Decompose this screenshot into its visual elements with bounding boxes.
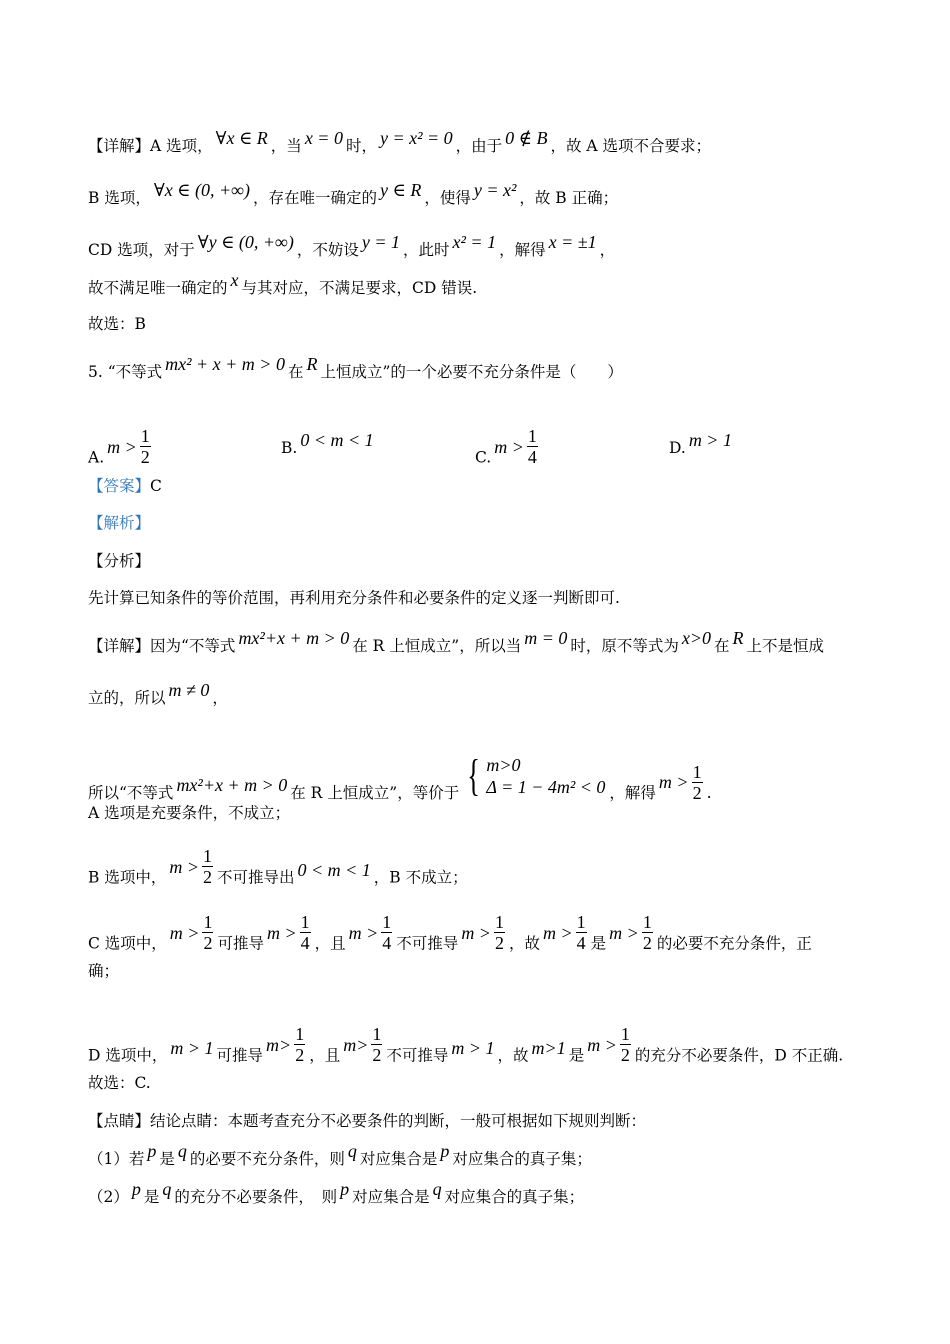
text-run: ，此时 [403, 241, 450, 259]
math-frac-lhs: m > [658, 772, 689, 792]
math-frac-fraction-numerator: 1 [382, 912, 392, 932]
math-expr: mx²+x + m > 0 [238, 628, 350, 648]
text-run: ，B 不成立； [373, 868, 468, 887]
system-row: m>0 [486, 755, 521, 775]
math-frac-fraction [494, 912, 505, 953]
math-expr: q [162, 1179, 172, 1199]
math-frac-fraction-denominator: 2 [642, 933, 652, 953]
system-row: Δ = 1 − 4m² < 0 [486, 777, 606, 797]
math-expr: 0 < m < 1 [297, 859, 371, 880]
text-run: CD 选项，对于 [88, 241, 195, 259]
text-run: 时， [345, 137, 377, 155]
option-B [281, 430, 377, 459]
option-label: D. [669, 439, 686, 457]
text-run: A 选项是充要条件，不成立； [88, 804, 291, 822]
brace-icon: { [467, 751, 481, 800]
math-expr: m>1 [531, 1037, 566, 1058]
math-frac-fraction [202, 846, 213, 887]
option-expr-lhs: m > [494, 436, 524, 457]
option-A [88, 426, 155, 477]
math-frac-lhs: m > [461, 922, 491, 943]
text-line-l14 [88, 751, 878, 813]
math-frac [543, 912, 588, 953]
math-expr: m > 1 [170, 1037, 214, 1058]
text-run: 对应集合的真子集； [444, 1188, 585, 1206]
text-line-l6 [88, 354, 878, 383]
text-run: ，故 A 选项不合要求； [550, 137, 712, 155]
math-frac-fraction-denominator: 2 [692, 782, 702, 803]
math-expr: ∀y ∈ (0, +∞) [197, 232, 294, 252]
math-frac-lhs: m > [169, 856, 199, 877]
text-run: 的必要不充分条件，正 [656, 934, 812, 953]
text-line-l18 [88, 1024, 878, 1075]
text-run: 上不是恒成 [746, 637, 825, 655]
text-run: ，且 [314, 934, 346, 953]
text-line-l2 [88, 180, 878, 209]
option-expr-fraction-numerator: 1 [527, 426, 537, 446]
option-expr [494, 426, 539, 467]
text-run: C 选项中， [88, 934, 167, 953]
text-run: 先计算已知条件的等价范围，再利用充分条件和必要条件的定义逐一判断即可. [88, 589, 620, 607]
text-run: 对应集合的真子集； [452, 1150, 592, 1168]
text-run: 对应集合是 [352, 1188, 430, 1206]
text-run: 不可推导出 [216, 868, 295, 887]
text-line-l3 [88, 232, 878, 261]
math-frac [267, 912, 312, 953]
text-run: 可推导 [216, 1046, 264, 1065]
option-label: B. [281, 439, 298, 457]
math-expr: q [432, 1179, 442, 1199]
math-frac [343, 1024, 383, 1065]
text-run: ，解得 [609, 784, 656, 802]
option-D [669, 430, 735, 459]
math-frac-fraction-numerator: 1 [372, 1024, 382, 1044]
text-line-l10 [88, 550, 878, 572]
math-frac [609, 912, 654, 953]
text-run: 时，原不等式为 [570, 637, 679, 655]
math-frac-fraction-denominator: 4 [382, 933, 392, 953]
math-frac [461, 912, 506, 953]
math-frac [170, 912, 215, 953]
text-run: （1）若 [88, 1150, 145, 1168]
text-line-l20 [88, 1110, 878, 1132]
text-run: ，故 [508, 934, 540, 953]
text-run: ， [599, 241, 616, 259]
text-line-l22 [88, 1179, 878, 1208]
text-run: 在 R 上恒成立”，所以当 [352, 637, 522, 655]
text-run: 是 [590, 934, 607, 953]
text-run: 是 [143, 1188, 160, 1206]
math-frac-fraction-numerator: 1 [203, 912, 213, 932]
option-expr: m > 1 [688, 430, 732, 450]
text-run: ，且 [309, 1046, 341, 1065]
text-run: 不可推导 [396, 934, 459, 953]
math-expr: ∀x ∈ R [215, 128, 268, 148]
math-frac [659, 762, 704, 803]
text-line-l1 [88, 128, 878, 157]
math-frac-fraction-numerator: 1 [642, 912, 652, 932]
math-frac-fraction-numerator: 1 [494, 912, 504, 932]
math-expr: x = ±1 [548, 232, 597, 252]
text-run: . [706, 784, 712, 802]
math-frac-fraction [294, 1024, 305, 1065]
math-frac [349, 912, 394, 953]
option-expr [107, 426, 152, 467]
math-frac-fraction-numerator: 1 [576, 912, 586, 932]
math-frac-fraction [576, 912, 587, 953]
text-run: ， [212, 689, 228, 707]
math-expr: mx²+x + m > 0 [176, 775, 288, 795]
option-C [475, 426, 542, 477]
option-expr-fraction [140, 426, 151, 467]
text-run: 上恒成立”的一个必要不充分条件是（ ） [320, 363, 623, 381]
text-run: ，使得 [424, 189, 471, 207]
text-run: D 选项中， [88, 1046, 168, 1065]
math-frac-lhs: m> [343, 1034, 369, 1055]
math-frac-lhs: m > [348, 922, 379, 943]
text-line-l12 [88, 628, 878, 657]
option-expr-fraction-denominator: 4 [527, 447, 537, 467]
math-expr: q [177, 1141, 187, 1161]
math-frac-fraction [381, 912, 392, 953]
text-run: 故选：B [88, 315, 146, 333]
section-label: 【解析】 [88, 514, 151, 532]
math-expr: m = 0 [524, 628, 568, 648]
option-expr-fraction-denominator: 2 [140, 447, 150, 467]
option-expr-lhs: m > [107, 436, 137, 457]
math-frac-lhs: m > [587, 1034, 617, 1055]
text-run: 可推导 [217, 934, 264, 953]
text-run: 的充分不必要条件， 则 [174, 1188, 338, 1206]
text-run: ，故 B 正确； [519, 189, 619, 207]
math-expr: R [732, 628, 744, 648]
math-frac-lhs: m > [609, 922, 639, 943]
math-expr: x>0 [681, 628, 712, 648]
inequality-system [463, 751, 606, 800]
math-expr: y = 1 [361, 232, 401, 252]
math-frac-lhs: m > [169, 922, 200, 943]
math-frac-fraction [202, 912, 213, 953]
math-expr: q [347, 1141, 357, 1161]
math-frac-fraction-denominator: 2 [494, 933, 504, 953]
answer-options [88, 418, 878, 467]
text-line-l5 [88, 313, 878, 335]
text-run: C [150, 477, 162, 495]
math-expr: y ∈ R [380, 180, 422, 200]
math-frac-fraction-denominator: 2 [202, 867, 212, 887]
math-frac-fraction-denominator: 4 [300, 933, 310, 953]
section-label: 【答案】 [88, 477, 151, 495]
text-run: 与其对应，不满足要求，CD 错误. [241, 279, 478, 297]
text-run: 【点睛】结论点睛：本题考查充分不必要条件的判断，一般可根据如下规则判断： [88, 1112, 647, 1130]
option-expr-fraction [527, 426, 538, 467]
text-run: （2） [88, 1188, 129, 1206]
math-frac-fraction-numerator: 1 [620, 1024, 630, 1044]
math-frac-fraction-numerator: 1 [202, 846, 212, 866]
text-line-l11 [88, 587, 878, 609]
math-frac-fraction-numerator: 1 [692, 761, 702, 782]
math-expr: ∀x ∈ (0, +∞) [153, 180, 250, 200]
math-frac-fraction-numerator: 1 [300, 912, 310, 932]
text-line-l19 [88, 1072, 878, 1094]
text-run: 对应集合是 [359, 1150, 438, 1168]
text-line-l4 [88, 270, 878, 299]
option-label: C. [475, 448, 492, 467]
math-frac-fraction [642, 912, 653, 953]
text-run: 5. “不等式 [88, 363, 163, 381]
math-expr: x [230, 270, 239, 290]
text-run: 故选：C. [88, 1074, 151, 1092]
text-run: 所以“不等式 [88, 784, 174, 802]
text-run: B 选项中， [88, 868, 167, 887]
math-expr: R [306, 354, 318, 374]
math-frac-fraction-denominator: 2 [620, 1045, 630, 1065]
math-frac [169, 846, 214, 887]
math-frac-fraction [692, 762, 703, 803]
text-run: ，不妨设 [296, 241, 359, 259]
text-run: ，故 [497, 1046, 529, 1065]
math-frac-fraction [620, 1024, 631, 1065]
math-frac-lhs: m> [266, 1034, 292, 1055]
text-line-l21 [88, 1141, 878, 1170]
text-line-l8 [88, 475, 878, 497]
math-frac-fraction-denominator: 2 [295, 1045, 305, 1065]
text-run: 的充分不必要条件，D 不正确. [634, 1046, 844, 1065]
text-line-l17b [88, 960, 878, 982]
math-expr: y = x² = 0 [379, 128, 453, 148]
text-run: 故不满足唯一确定的 [88, 279, 228, 297]
math-frac-lhs: m > [266, 922, 297, 943]
text-line-l17 [88, 912, 878, 963]
text-run: 不可推导 [386, 1046, 449, 1065]
text-run: 确； [88, 962, 120, 980]
text-run: 【分析】 [88, 552, 151, 570]
math-expr: p [340, 1179, 350, 1199]
math-expr: m ≠ 0 [168, 680, 210, 700]
math-frac-fraction-denominator: 4 [576, 933, 586, 953]
text-run: 是 [159, 1150, 175, 1168]
math-expr: 0 ∉ B [505, 128, 548, 148]
text-run: B 选项， [88, 189, 151, 207]
text-run: 【详解】A 选项， [88, 137, 213, 155]
text-run: 【详解】因为“不等式 [88, 637, 236, 655]
text-run: ，当 [270, 137, 302, 155]
text-run: 是 [568, 1046, 585, 1065]
math-frac [587, 1024, 632, 1065]
math-expr: x² = 1 [452, 232, 497, 252]
math-expr: p [131, 1179, 141, 1199]
math-frac-fraction-denominator: 2 [372, 1045, 382, 1065]
text-line-l9 [88, 512, 878, 534]
math-frac-fraction [371, 1024, 382, 1065]
option-label: A. [88, 448, 105, 467]
math-expr: p [440, 1141, 450, 1161]
text-run: ，由于 [455, 137, 503, 155]
text-line-l13 [88, 680, 878, 709]
math-frac-fraction-numerator: 1 [295, 1024, 305, 1044]
math-expr: x = 0 [304, 128, 343, 148]
math-frac-fraction-denominator: 2 [203, 933, 213, 953]
text-line-l16 [88, 846, 878, 897]
option-expr: 0 < m < 1 [300, 430, 374, 450]
text-run: 在 [714, 637, 730, 655]
math-frac-lhs: m > [542, 922, 573, 943]
text-run: ，存在唯一确定的 [252, 189, 377, 207]
option-expr-fraction-numerator: 1 [140, 426, 150, 446]
text-run: 在 [287, 363, 304, 381]
text-run: 的必要不充分条件，则 [189, 1150, 345, 1168]
math-expr: y = x² [473, 180, 517, 200]
math-expr: mx² + x + m > 0 [165, 354, 285, 374]
text-run: ，解得 [499, 241, 546, 259]
math-frac [266, 1024, 306, 1065]
text-run: 在 R 上恒成立”，等价于 [290, 784, 460, 802]
text-run: 立的，所以 [88, 689, 166, 707]
math-frac-fraction [300, 912, 311, 953]
math-expr: p [147, 1141, 157, 1161]
math-expr: m > 1 [451, 1037, 495, 1058]
